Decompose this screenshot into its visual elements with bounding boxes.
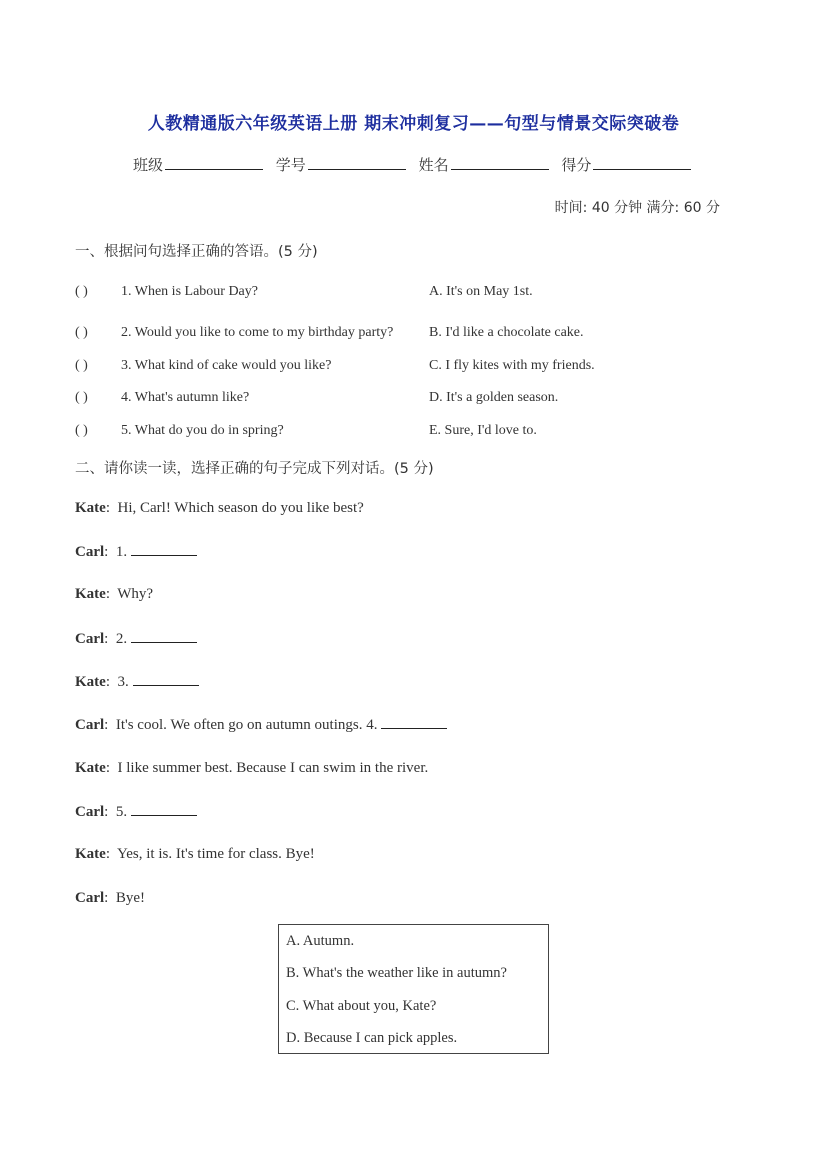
dialogue-text: 2. (108, 631, 131, 647)
answer-blank-3[interactable] (133, 673, 199, 686)
question-text: 3. What kind of cake would you like? (121, 358, 332, 373)
question-2 (75, 325, 393, 341)
question-text: 2. Would you like to come to my birthday party? (121, 325, 394, 340)
answer-blank-5[interactable] (131, 803, 197, 816)
dialogue-text: Hi, Carl! Which season do you like best? (110, 500, 364, 516)
answer-blank-4[interactable] (381, 716, 447, 729)
speaker-colon: : (104, 717, 109, 733)
number-blank[interactable] (308, 155, 406, 170)
page-title: 人教精通版六年级英语上册 期末冲刺复习——句型与情景交际突破卷 (147, 114, 680, 134)
question-5 (75, 423, 284, 439)
option-d: D. Because I can pick apples. (286, 1030, 458, 1046)
answer-option-e: E. Sure, I'd love to. (429, 423, 537, 438)
speaker-colon: : (105, 500, 110, 516)
question-text: 1. When is Labour Day? (121, 284, 258, 299)
score-label: 得分 (561, 156, 592, 174)
speaker-colon: : (105, 760, 110, 776)
dialogue-line-6 (75, 716, 447, 734)
question-4 (75, 390, 249, 406)
dialogue-line-7 (75, 760, 428, 777)
dialogue-line-3 (75, 586, 153, 603)
question-text: 5. What do you do in spring? (121, 423, 284, 438)
options-box (278, 924, 549, 1054)
speaker: Carl (75, 631, 105, 647)
dialogue-line-8 (75, 803, 197, 821)
class-field (133, 154, 263, 175)
class-blank[interactable] (165, 155, 263, 170)
class-label: 班级 (133, 156, 164, 174)
speaker: Kate (75, 674, 106, 690)
speaker-colon: : (104, 631, 109, 647)
speaker: Kate (75, 586, 106, 602)
speaker: Carl (75, 544, 105, 560)
dialogue-text: It's cool. We often go on autumn outings. 4. (108, 717, 382, 733)
dialogue-text: Why? (110, 586, 154, 602)
number-label: 学号 (275, 156, 306, 174)
speaker: Kate (75, 500, 106, 516)
answer-paren[interactable]: ( ) (75, 390, 88, 405)
name-blank[interactable] (451, 155, 549, 170)
dialogue-line-4 (75, 630, 197, 648)
question-1 (75, 284, 258, 300)
question-text: 4. What's autumn like? (121, 390, 250, 405)
answer-paren[interactable]: ( ) (75, 284, 88, 299)
speaker: Carl (75, 717, 105, 733)
speaker-colon: : (104, 804, 109, 820)
answer-blank-2[interactable] (131, 630, 197, 643)
dialogue-text: 3. (110, 674, 133, 690)
dialogue-line-5 (75, 673, 199, 691)
dialogue-text: 5. (108, 804, 131, 820)
section-1-heading: 一、根据问句选择正确的答语。(5 分) (75, 244, 318, 260)
dialogue-text: I like summer best. Because I can swim in the river. (110, 760, 429, 776)
speaker-colon: : (105, 674, 110, 690)
answer-option-d: D. It's a golden season. (429, 390, 559, 405)
answer-paren[interactable]: ( ) (75, 358, 88, 373)
number-field (276, 154, 406, 175)
answer-option-a: A. It's on May 1st. (429, 284, 533, 299)
option-a: A. Autumn. (286, 933, 355, 949)
dialogue-line-9 (75, 846, 315, 863)
score-field (561, 154, 691, 175)
section-2-heading: 二、请你读一读，选择正确的句子完成下列对话。(5 分) (75, 461, 434, 477)
answer-option-b: B. I'd like a chocolate cake. (429, 325, 584, 340)
option-c: C. What about you, Kate? (286, 998, 437, 1014)
speaker-colon: : (105, 846, 110, 862)
speaker: Carl (75, 804, 105, 820)
dialogue-text: 1. (108, 544, 131, 560)
answer-paren[interactable]: ( ) (75, 325, 88, 340)
student-info-row (133, 154, 699, 175)
speaker-colon: : (105, 586, 110, 602)
answer-paren[interactable]: ( ) (75, 423, 88, 438)
speaker: Kate (75, 846, 106, 862)
option-b: B. What's the weather like in autumn? (286, 965, 507, 981)
dialogue-line-2 (75, 543, 197, 561)
answer-blank-1[interactable] (131, 543, 197, 556)
question-3 (75, 358, 331, 374)
score-blank[interactable] (593, 155, 691, 170)
dialogue-text: Yes, it is. It's time for class. Bye! (110, 846, 315, 862)
name-field (419, 154, 549, 175)
name-label: 姓名 (418, 156, 449, 174)
dialogue-line-1 (75, 500, 364, 517)
dialogue-line-10 (75, 890, 145, 907)
speaker: Carl (75, 890, 105, 906)
speaker-colon: : (104, 544, 109, 560)
speaker-colon: : (104, 890, 109, 906)
dialogue-text: Bye! (108, 890, 146, 906)
speaker: Kate (75, 760, 106, 776)
answer-option-c: C. I fly kites with my friends. (429, 358, 595, 373)
time-score-info: 时间: 40 分钟 满分: 60 分 (554, 200, 720, 216)
